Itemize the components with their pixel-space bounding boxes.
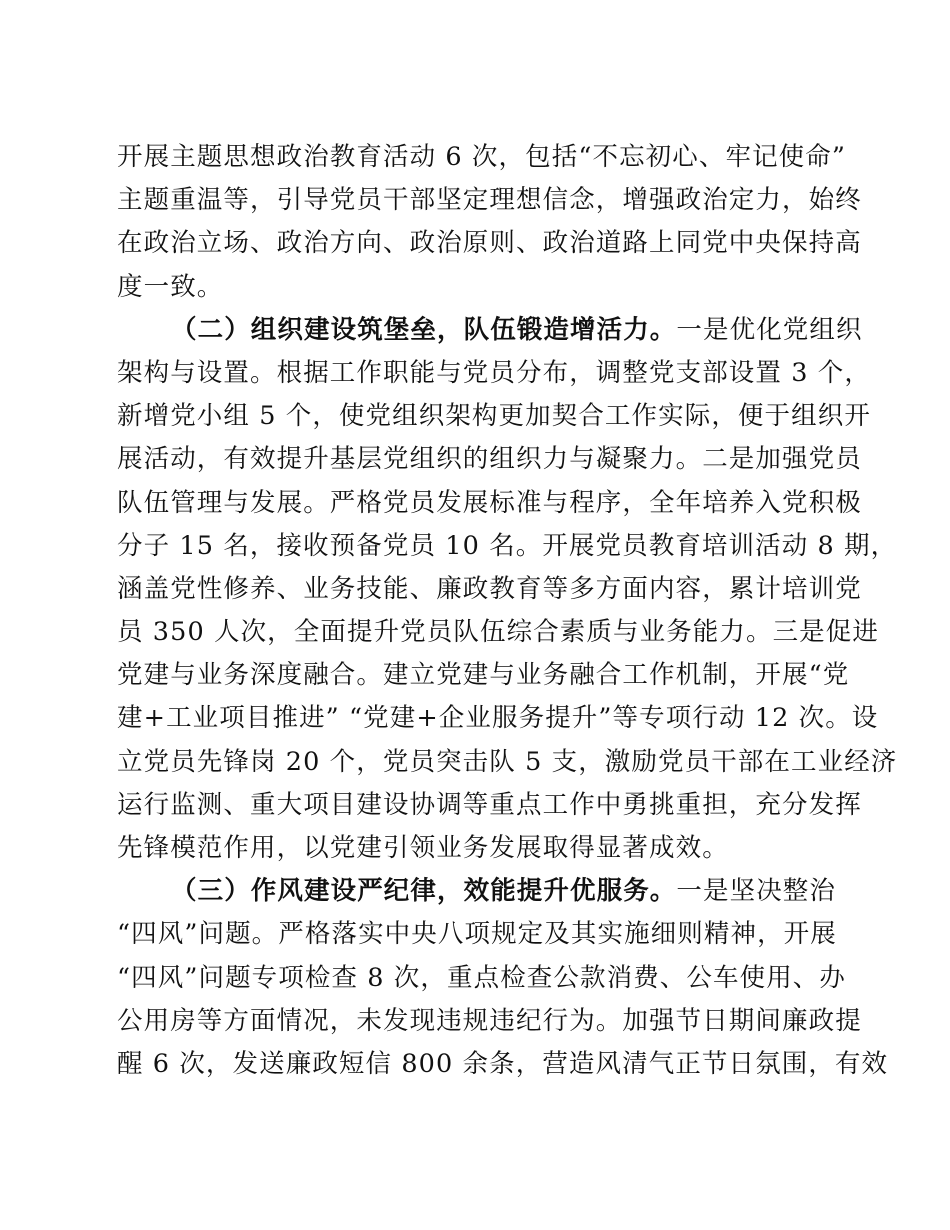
body-text	[117, 136, 898, 1086]
text-run: 一是坚决整治	[676, 876, 837, 907]
text-line: 党建与业务深度融合。建立党建与业务融合工作机制，开展“党	[117, 660, 850, 691]
section-heading-line	[117, 870, 837, 913]
section-heading-line	[117, 309, 863, 352]
text-line: “四风”问题。严格落实中央八项规定及其实施细则精神，开展	[117, 919, 837, 950]
text-line: 立党员先锋岗 20 个，党员突击队 5 支，激励党员干部在工业经济	[117, 746, 898, 777]
text-line: 员 350 人次，全面提升党员队伍综合素质与业务能力。三是促进	[117, 617, 879, 648]
text-line: 运行监测、重大项目建设协调等重点工作中勇挑重担，充分发挥	[117, 789, 862, 820]
text-line: 架构与设置。根据工作职能与党员分布，调整党支部设置 3 个，	[117, 357, 871, 388]
section-heading: （二）组织建设筑堡垒，队伍锻造增活力。	[171, 314, 677, 345]
text-line: 公用房等方面情况，未发现违规违纪行为。加强节日期间廉政提	[117, 1005, 862, 1036]
text-line: 新增党小组 5 个，使党组织架构更加契合工作实际，便于组织开	[117, 401, 871, 432]
text-line: 度一致。	[117, 271, 224, 302]
text-line: 主题重温等，引导党员干部坚定理想信念，增强政治定力，始终	[117, 185, 862, 216]
text-line: 醒 6 次，发送廉政短信 800 余条，营造风清气正节日氛围，有效	[117, 1048, 889, 1079]
text-line: 涵盖党性修养、业务技能、廉政教育等多方面内容，累计培训党	[117, 573, 862, 604]
text-line: 队伍管理与发展。严格党员发展标准与程序，全年培养入党积极	[117, 487, 862, 518]
text-line: 建+工业项目推进” “党建+企业服务提升”等专项行动 12 次。设	[117, 703, 879, 734]
text-line: 先锋模范作用，以党建引领业务发展取得显著成效。	[117, 833, 729, 863]
text-run: 一是优化党组织	[676, 314, 863, 345]
text-line: 开展主题思想政治教育活动 6 次，包括“不忘初心、牢记使命”	[117, 142, 847, 172]
text-line: 展活动，有效提升基层党组织的组织力与凝聚力。二是加强党员	[117, 444, 862, 475]
text-line: “四风”问题专项检查 8 次，重点检查公款消费、公车使用、办	[117, 962, 847, 993]
section-heading: （三）作风建设严纪律，效能提升优服务。	[171, 876, 677, 907]
text-line: 在政治立场、政治方向、政治原则、政治道路上同党中央保持高	[117, 228, 862, 259]
text-line: 分子 15 名，接收预备党员 10 名。开展党员教育培训活动 8 期，	[117, 530, 898, 561]
